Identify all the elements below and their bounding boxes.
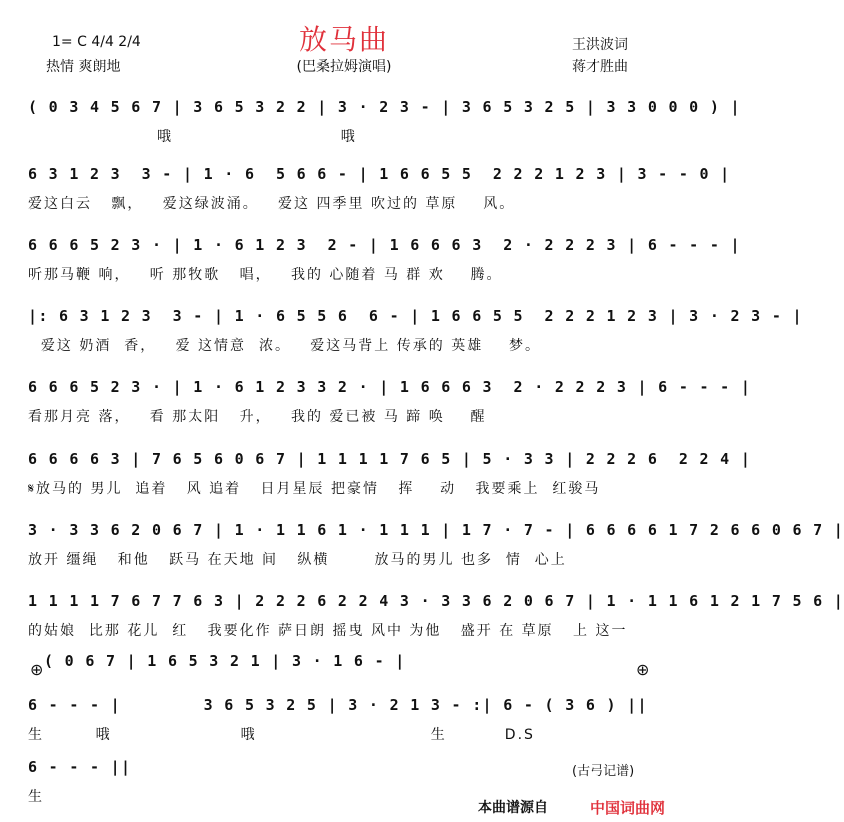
lyrics-row: 生 哦 哦 生 D.S (28, 727, 535, 743)
notes-row: ( 0 3 4 5 6 7 | 3 6 5 3 2 2 | 3 · 2 3 - | 3 6 5 3 2 5 | 3 3 0 0 0 ) | (28, 98, 741, 116)
notes-row: |: 6 3 1 2 3 3 - | 1 · 6 5 5 6 6 - | 1 6 6 5 5 2 2 2 1 2 3 | 3 · 2 3 - | (28, 307, 803, 325)
lyrics-row: 的姑娘 比那 花儿 红 我要化作 萨日朗 摇曳 风中 为他 盛开 在 草原 上 这一 (28, 623, 628, 639)
site-name: 中国词曲网 (590, 799, 666, 817)
notes-row: 6 6 6 5 2 3 · | 1 · 6 1 2 3 2 - | 1 6 6 6 3 2 · 2 2 2 3 | 6 - - - | (28, 236, 741, 254)
lyricist-credit: 王洪波词 (572, 37, 628, 53)
notes-row: 6 6 6 5 2 3 · | 1 · 6 1 2 3 3 2 · | 1 6 6 6 3 2 · 2 2 2 3 | 6 - - - | (28, 378, 752, 396)
lyrics-row: 生 (28, 789, 44, 805)
notes-row: 6 - - - || (28, 758, 132, 776)
coda-sign-icon: ⊕ (30, 660, 44, 679)
score-line-10 (28, 756, 660, 808)
page-title: 放马曲 (298, 23, 389, 56)
score-line-9 (28, 694, 660, 746)
notes-row: 1 1 1 1 7 6 7 7 6 3 | 2 2 2 6 2 2 4 3 · 3 3 6 2 0 6 7 | 1 · 1 1 6 1 2 1 7 5 6 | (28, 592, 844, 610)
lyrics-row: 爱这白云 飘， 爱这绿波涌。 爱这 四季里 吹过的 草原 风。 (28, 196, 516, 212)
score-line-1 (28, 96, 741, 148)
lyrics-row: 看那月亮 落， 看 那太阳 升， 我的 爱已被 马 蹄 唤 醒 (28, 409, 487, 425)
score-line-3 (28, 234, 741, 286)
score-line-6 (28, 448, 752, 500)
score-line-7 (28, 519, 844, 571)
tempo-style: 热情 爽朗地 (46, 59, 121, 75)
notes-row: 6 - - - | 3 6 5 3 2 5 | 3 · 2 1 3 - :| 6 - ( 3 6 ) || (28, 696, 648, 714)
score-line-2 (28, 163, 731, 215)
key-signature: 1= C 4/4 2/4 (52, 34, 141, 50)
source-label: 本曲谱源自 (478, 800, 548, 816)
notes-row: 3 · 3 3 6 2 0 6 7 | 1 · 1 1 6 1 · 1 1 1 | 1 7 · 7 - | 6 6 6 6 1 7 2 6 6 0 6 7 | (28, 521, 844, 539)
lyrics-row: 爱这 奶酒 香， 爱 这情意 浓。 爱这马背上 传承的 英雄 梦。 (28, 338, 542, 354)
performer-subtitle: (巴桑拉姆演唱) (296, 59, 392, 75)
score-line-5 (28, 376, 752, 428)
lyrics-row: 听那马鞭 响， 听 那牧歌 唱， 我的 心随着 马 群 欢 腾。 (28, 267, 503, 283)
score-line-4 (28, 305, 803, 357)
coda-sign-icon: ⊕ (636, 660, 650, 679)
transcriber-note: (古弓记谱) (572, 764, 635, 779)
composer-credit: 蒋才胜曲 (572, 59, 628, 75)
lyrics-row: 放开 缰绳 和他 跃马 在天地 间 纵横 放马的男儿 也多 情 心上 (28, 552, 567, 568)
lyrics-row: 𝄋放马的 男儿 追着 风 追着 日月星辰 把豪情 挥 动 我要乘上 红骏马 (28, 481, 601, 497)
notes-row: 6 3 1 2 3 3 - | 1 · 6 5 6 6 - | 1 6 6 5 5 2 2 2 1 2 3 | 3 - - 0 | (28, 165, 731, 183)
score-line-8 (28, 590, 844, 642)
lyrics-row: 哦 哦 (28, 129, 357, 145)
notes-row: 6 6 6 6 3 | 7 6 5 6 0 6 7 | 1 1 1 1 7 6 5 | 5 · 3 3 | 2 2 2 6 2 2 4 | (28, 450, 752, 468)
coda-intro: ( 0 6 7 | 1 6 5 3 2 1 | 3 · 1 6 - | (44, 652, 406, 670)
